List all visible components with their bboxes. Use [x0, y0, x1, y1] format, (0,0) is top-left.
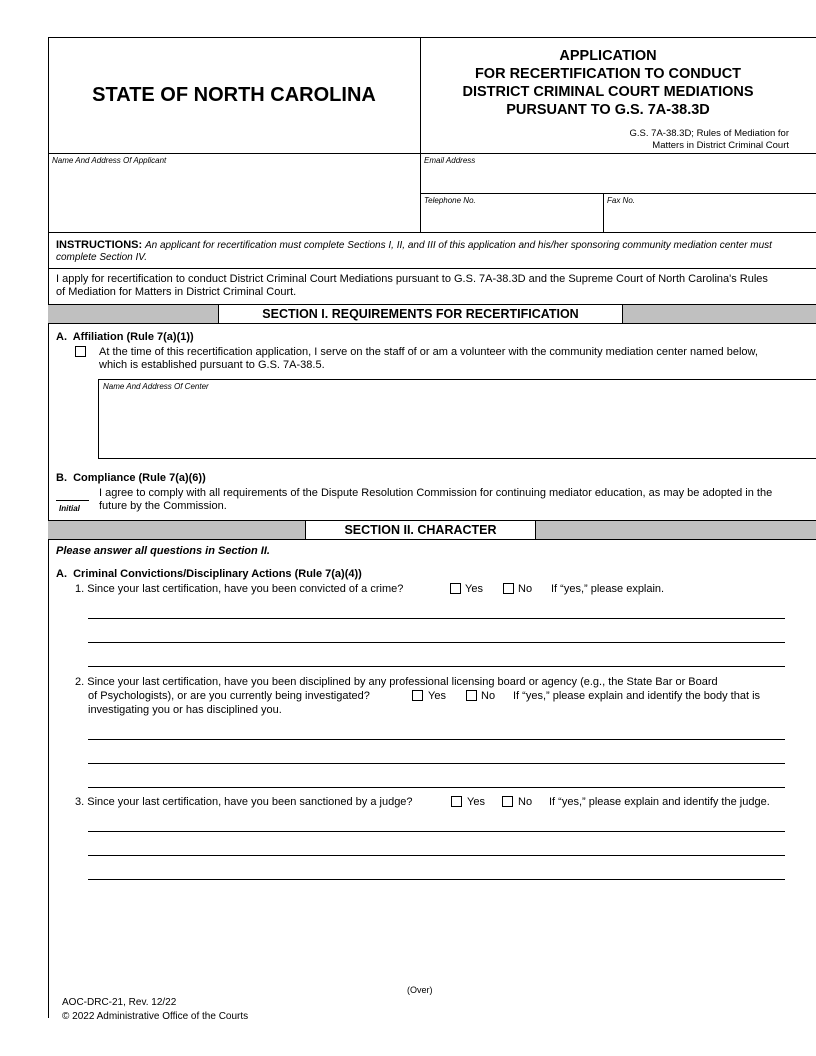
form-id: AOC-DRC-21, Rev. 12/22	[62, 997, 177, 1008]
q1-answer-line-3[interactable]	[88, 666, 785, 667]
q2-yes-checkbox[interactable]	[412, 690, 423, 701]
q2-line-2: of Psychologists), or are you currently being investigated?	[88, 690, 370, 702]
affiliation-checkbox[interactable]	[75, 346, 86, 357]
section1-sep-right	[622, 304, 623, 324]
telephone-label: Telephone No.	[424, 196, 476, 205]
q1-yes-checkbox[interactable]	[450, 583, 461, 594]
affiliation-heading: A. Affiliation (Rule 7(a)(1))	[56, 331, 194, 343]
apply-statement: I apply for recertification to conduct District Criminal Court Mediations pursuant to G.S. 7A-38.3D and the Supreme Court of North Carolina's Rules of Mediation for Matters in District Criminal Court.	[56, 273, 768, 298]
section2-note: Please answer all questions in Section II.	[56, 545, 270, 557]
section1-bar-left	[48, 305, 218, 323]
email-label: Email Address	[424, 156, 476, 165]
state-title: STATE OF NORTH CAROLINA	[92, 84, 376, 106]
section2-bottom-line	[48, 539, 816, 540]
q1-answer-line-1[interactable]	[88, 618, 785, 619]
initial-line[interactable]	[56, 500, 89, 501]
section1-title: SECTION I. REQUIREMENTS FOR RECERTIFICATION	[262, 307, 579, 321]
q2-no-checkbox[interactable]	[466, 690, 477, 701]
q3-answer-line-3[interactable]	[88, 879, 785, 880]
q2-explain: If “yes,” please explain and identify the body that is	[513, 690, 761, 702]
q3-answer-line-2[interactable]	[88, 855, 785, 856]
compliance-heading: B. Compliance (Rule 7(a)(6))	[56, 472, 206, 484]
copyright: © 2022 Administrative Office of the Courts	[62, 1011, 249, 1022]
q1-no-label: No	[518, 583, 533, 595]
section2-bar-left	[48, 521, 305, 539]
section1-bottom-line	[48, 323, 816, 324]
q2-yes-label: Yes	[428, 690, 446, 702]
fax-input[interactable]	[605, 206, 814, 231]
q3-text: 3. Since your last certification, have you been sanctioned by a judge?	[75, 796, 413, 808]
header-bottom	[48, 153, 816, 154]
section2-sep-right	[535, 520, 536, 540]
section1-top-line	[48, 304, 816, 305]
instructions-text: An applicant for recertification must complete Sections I, II, and III of this application and his/her sponsoring community mediation center must complete Section IV.	[56, 240, 772, 263]
q1-yes-label: Yes	[465, 583, 483, 595]
q2-answer-line-1[interactable]	[88, 739, 785, 740]
section2-top-line	[48, 520, 816, 521]
q3-answer-line-1[interactable]	[88, 831, 785, 832]
initial-label: Initial	[59, 504, 80, 513]
statute-line-2: Matters in District Criminal Court	[652, 140, 789, 151]
q2-answer-line-3[interactable]	[88, 787, 785, 788]
q2-no-label: No	[481, 690, 496, 702]
instructions	[56, 239, 796, 264]
instructions-bottom	[48, 268, 816, 269]
title-line-4: PURSUANT TO G.S. 7A-38.3D	[506, 102, 710, 118]
email-input[interactable]	[422, 166, 814, 192]
center-label: Name And Address Of Center	[103, 382, 209, 391]
q1-explain: If “yes,” please explain.	[551, 583, 665, 595]
q3-no-checkbox[interactable]	[502, 796, 513, 807]
title-line-1: APPLICATION	[559, 48, 657, 64]
instructions-label: INSTRUCTIONS:	[56, 239, 143, 251]
q3-yes-checkbox[interactable]	[451, 796, 462, 807]
q1-answer-line-2[interactable]	[88, 642, 785, 643]
over-label: (Over)	[407, 985, 433, 995]
email-bottom	[420, 193, 816, 194]
form-title	[421, 47, 795, 119]
affiliation-text: At the time of this recertification application, I serve on the staff of or am a volunteer with the community mediation center named below, which is established pursuant to G.S. 7A-38.5.	[99, 346, 758, 371]
name-address-label: Name And Address Of Applicant	[52, 156, 167, 165]
q2-line-1: 2. Since your last certification, have you been disciplined by any professional licensing board or agency (e.g., the State Bar or Board	[75, 676, 718, 688]
section2-title: SECTION II. CHARACTER	[344, 523, 497, 537]
statute-line-1: G.S. 7A-38.3D; Rules of Mediation for	[629, 128, 789, 139]
phone-fax-divider	[603, 193, 604, 232]
fax-label: Fax No.	[607, 196, 636, 205]
telephone-input[interactable]	[422, 206, 602, 231]
title-line-2: FOR RECERTIFICATION TO CONDUCT	[474, 66, 742, 82]
compliance-text: I agree to comply with all requirements of the Dispute Resolution Commission for continuing mediator education, as may be adopted in the future by the Commission.	[99, 487, 773, 512]
q3-yes-label: Yes	[467, 796, 485, 808]
section2-bar-right	[536, 521, 816, 539]
q3-no-label: No	[518, 796, 533, 808]
q2-answer-line-2[interactable]	[88, 763, 785, 764]
center-box[interactable]	[98, 379, 816, 459]
title-line-3: DISTRICT CRIMINAL COURT MEDIATIONS	[462, 84, 754, 100]
statute-reference	[500, 128, 789, 152]
q1-no-checkbox[interactable]	[503, 583, 514, 594]
contact-bottom	[48, 232, 816, 233]
section1-bar-right	[623, 305, 816, 323]
name-address-input[interactable]	[50, 166, 418, 230]
q3-explain: If “yes,” please explain and identify the judge.	[549, 796, 770, 808]
q2-line-3: investigating you or has disciplined you.	[88, 704, 282, 716]
criminal-heading: A. Criminal Convictions/Disciplinary Actions (Rule 7(a)(4))	[56, 568, 362, 580]
frame-top	[48, 37, 816, 38]
q1-text: 1. Since your last certification, have you been convicted of a crime?	[75, 583, 404, 595]
